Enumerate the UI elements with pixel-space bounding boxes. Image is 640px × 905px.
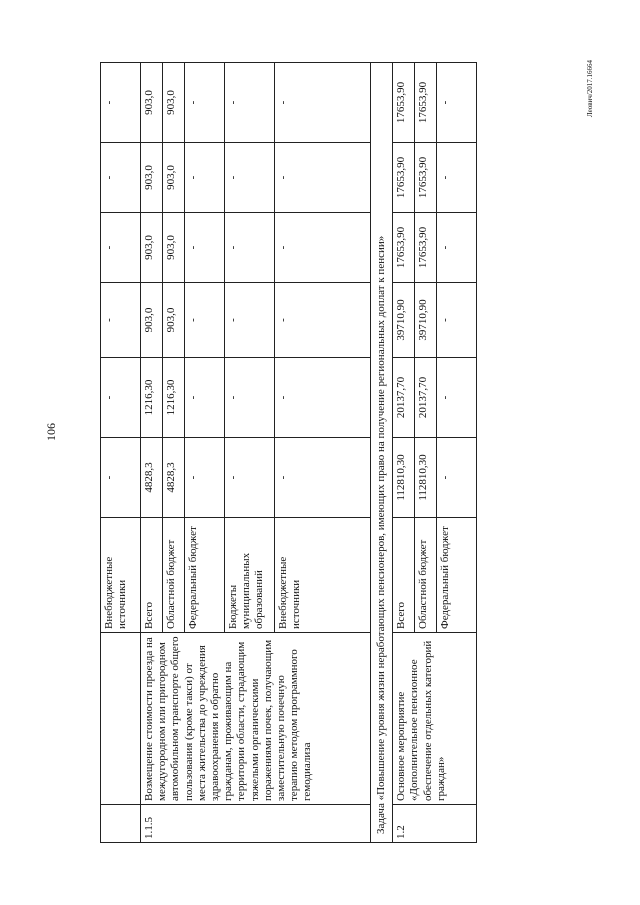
funding-source: Внебюджетные источники: [275, 518, 371, 633]
value-cell: -: [275, 358, 371, 438]
row-number: [101, 805, 141, 843]
activity-name: Основное мероприятие «Дополнительное пенсионное обеспечение отдельных категорий граждан»: [393, 633, 477, 805]
value-cell: 903,0: [163, 63, 185, 143]
value-cell: 17653,90: [415, 143, 437, 213]
value-cell: 903,0: [141, 63, 163, 143]
funding-source: Областной бюджет: [415, 518, 437, 633]
value-cell: -: [225, 358, 275, 438]
value-cell: 4828,3: [141, 438, 163, 518]
value-cell: -: [225, 438, 275, 518]
row-number: 1.1.5: [141, 805, 371, 843]
funding-source: Федеральный бюджет: [185, 518, 225, 633]
value-cell: -: [275, 283, 371, 358]
value-cell: 17653,90: [393, 143, 415, 213]
value-cell: 903,0: [163, 283, 185, 358]
funding-source: Всего: [393, 518, 415, 633]
activity-name: [101, 633, 141, 805]
value-cell: 20137,70: [393, 358, 415, 438]
value-cell: -: [185, 438, 225, 518]
value-cell: -: [437, 213, 477, 283]
value-cell: 1216,30: [141, 358, 163, 438]
value-cell: 17653,90: [415, 213, 437, 283]
value-cell: -: [101, 283, 141, 358]
value-cell: 39710,90: [393, 283, 415, 358]
value-cell: -: [185, 358, 225, 438]
value-cell: 903,0: [163, 143, 185, 213]
value-cell: -: [101, 213, 141, 283]
row-number: 1.2: [393, 805, 477, 843]
table-row: [393, 63, 415, 843]
value-cell: -: [275, 213, 371, 283]
value-cell: -: [437, 438, 477, 518]
value-cell: -: [101, 63, 141, 143]
value-cell: -: [101, 438, 141, 518]
value-cell: -: [275, 63, 371, 143]
table-row: [101, 63, 141, 843]
value-cell: 20137,70: [415, 358, 437, 438]
value-cell: -: [275, 143, 371, 213]
task-heading: Задача «Повышение уровня жизни неработающих пенсионеров, имеющих право на получение региональных доплат к пенсии»: [371, 63, 393, 843]
value-cell: -: [185, 283, 225, 358]
value-cell: 903,0: [163, 213, 185, 283]
value-cell: -: [225, 143, 275, 213]
value-cell: -: [437, 63, 477, 143]
funding-source: Бюджеты муниципальных образований: [225, 518, 275, 633]
document-code: Леович/2017.16664: [586, 60, 594, 118]
value-cell: -: [437, 358, 477, 438]
value-cell: 903,0: [141, 143, 163, 213]
value-cell: 1216,30: [163, 358, 185, 438]
funding-source: Внебюджетные источники: [101, 518, 141, 633]
value-cell: -: [101, 358, 141, 438]
table-row: [141, 63, 163, 843]
value-cell: 903,0: [141, 213, 163, 283]
funding-source: Областной бюджет: [163, 518, 185, 633]
value-cell: -: [185, 213, 225, 283]
value-cell: 17653,90: [415, 63, 437, 143]
funding-source: Федеральный бюджет: [437, 518, 477, 633]
value-cell: -: [185, 63, 225, 143]
value-cell: 112810,30: [393, 438, 415, 518]
value-cell: 4828,3: [163, 438, 185, 518]
value-cell: -: [437, 143, 477, 213]
activity-name: Возмещение стоимости проезда на междугородном или пригородном автомобильном транспорте общего пользования (кроме такси) от места жительства до учреждения здравоохранения и обратно гражданам, проживающим на территории области, страдающим тяжелыми органическими поражениями почек, получающим заместительную почечную терапию методом программного гемодиализа: [141, 633, 371, 805]
value-cell: 39710,90: [415, 283, 437, 358]
value-cell: 903,0: [141, 283, 163, 358]
value-cell: 17653,90: [393, 213, 415, 283]
value-cell: -: [101, 143, 141, 213]
value-cell: -: [225, 283, 275, 358]
value-cell: -: [225, 213, 275, 283]
task-row: [371, 63, 393, 843]
value-cell: -: [275, 438, 371, 518]
budget-table-rotated: [100, 63, 523, 843]
value-cell: -: [225, 63, 275, 143]
funding-source: Всего: [141, 518, 163, 633]
budget-table: [100, 62, 477, 843]
page-number: 106: [44, 423, 58, 441]
value-cell: 112810,30: [415, 438, 437, 518]
value-cell: -: [437, 283, 477, 358]
value-cell: -: [185, 143, 225, 213]
value-cell: 17653,90: [393, 63, 415, 143]
